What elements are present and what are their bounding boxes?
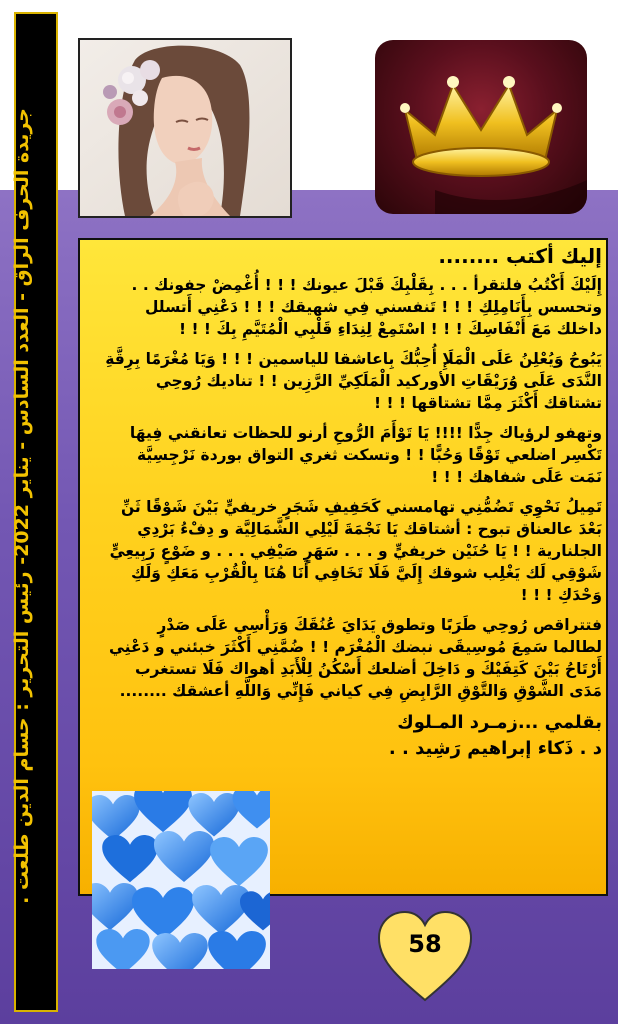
article-paragraph: إِلَيْكَ أَكْتُبُ فلتقرأ . . . بِقَلْبِكَ قَبْلَ عيونك ! ! ! أُغْمِضْ جفونك . . وتحسس بِأَنَامِلِكِ ! ! ! تَنفسني فِي شهيقك ! ! ! دَعْنِي أَتسلل داخلك مَعَ أَنْفَاسِكَ ! ! ! اسْتَمِعْ لِنِدَاءِ قَلْبِي الْمُتَيَّمِ بِكَ ! ! ! (131, 276, 602, 338)
woman-with-flowers-illustration (80, 40, 290, 216)
article-content (104, 242, 602, 762)
article-paragraph: وتهفو لرؤياك جِدًّا !!!! يَا تَوْأَمَ الرُّوحِ أرنو للحظات تعانقني فِيهَا تَكْسِر اضلعي تَوْقًا وَحُبًّا ! ! وتسكت ثغري التواق بوردة نَرْجِسِيَّة نَمَت عَلَى شفاهك ! ! ! (129, 424, 602, 486)
woman-photo (78, 38, 292, 218)
signature-pen-name: بقلمي ...زمـرد المـلوك (397, 712, 602, 733)
sidebar-caption: جريدة الحرف الراق - العدد السادس - يناير 2022- رئيس التحرير : حسام الدين طلعت . (11, 108, 33, 904)
article-paragraph: تَمِيلُ نَحْوِي تَضُمُّنِي تهامسني كَحَفِيفِ شَجَرٍ خريفيٍّ بَيْنَ شَوْقًا ثَنِّ بَعْدَ عالعناق تبوح : أشتاقك يَا نَجْمَةَ لَيْلِي الشَّمَالِيَّة و دِفْءُ بَرْدِي الجلنارية ! ! يَا حُنَيْن خريفيٍّ و . . . سَهَرٍ صَيْفِي . . . و ضَوْعٍ رَبِيعِيٍّ شَوْقِي لَك يَغْلِب شوقك إِلَيَّ فَلَا تَخَافِي أَنَا هُنَا بِالْقُرْبِ مَعَكِ وَلَكِ وَحْدَكِ ! ! ! (109, 498, 602, 604)
signature-author: د . ذَكاء إبراهيم رَشِيد . . (388, 738, 602, 759)
article-paragraph: يَبُوحُ وَيُعْلِنُ عَلَى الْمَلَإِ أُحِبُّكَ بِاعاشقا للياسمين ! ! ! وَيَا مُغْرَمًا بِرِقَّةِ النَّدَى عَلَى وُرَيْقَاتِ الأوركيد الْمَلَكِيِّ الرَّزِين ! ! تناديك رُوحِي تشتاقك أَكْثَرَ مِمَّا تشتاقها ! ! ! (105, 350, 602, 412)
blue-hearts-image (92, 791, 270, 969)
crown-image (375, 40, 587, 214)
article-title: إليك أكتب ........ (438, 244, 602, 268)
blue-hearts-icon (92, 791, 270, 969)
gold-crown-icon (375, 40, 587, 214)
article-paragraph: فتتراقص رُوحِي طَرَبًا وتطوق يَدَايَ عُنُقَكَ وَرَأْسِي عَلَى صَدْرٍ لطالما سَمِعَ مُوسِيقَى نبضك الْمُغْرَم ! ! ضُمَّنِي أَكْثَرَ خبئني و دَعْنِي أَرْتَاحُ بَيْنَ كَتِفَيْكَ و دَاخِلَ أضلعك أَسْكُنُ لِلْأَبَدِ أهواك فَلَا تستغرب مَدَى الشَّوْقِ وَالتَّوْقِ الرَّابِضِ فِي كياني فَإِنِّي وَاللَّهِ أعشقك ........ (108, 616, 602, 700)
page-number: 58 (408, 930, 442, 958)
